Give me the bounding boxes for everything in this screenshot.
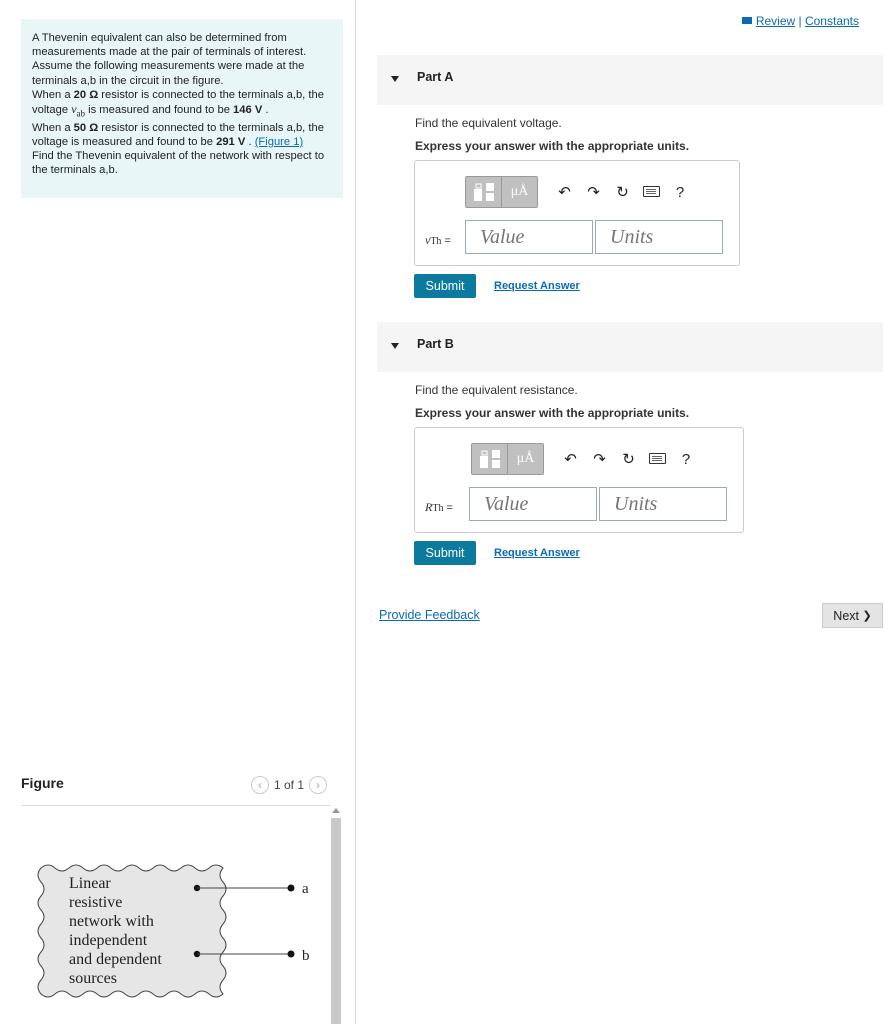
- right-panel: [356, 0, 892, 1024]
- header-links: Review | Constants: [742, 14, 859, 28]
- network-box: [38, 865, 226, 997]
- part-b-question: Find the equivalent resistance.: [415, 383, 578, 397]
- figure-scrollbar[interactable]: [329, 806, 342, 1024]
- scroll-up-arrow-icon[interactable]: [332, 808, 340, 813]
- scroll-thumb[interactable]: [331, 818, 341, 1024]
- figure-pager: [251, 776, 327, 794]
- book-icon: [742, 17, 752, 24]
- part-b-toolbar: [471, 442, 700, 476]
- part-b-request-answer-link[interactable]: Request Answer: [494, 547, 580, 559]
- part-a-toolbar: [465, 175, 694, 209]
- problem-statement: A Thevenin equivalent can also be determined from measurements made at the pair of terminals of interest. Assume the following measurements were made at the terminals a,b in the circuit in the figure. When a 20 Ω resistor is connected to the terminals a,b, the voltage $v_{ab}$ is measured and found to be 146 V . When a 50 Ω resistor is connected to the terminals a,b, the voltage is measured and found to be 291 V . (Figure 1) Find the Thevenin equivalent of the network with respect to the terminals a,b.: [21, 19, 343, 198]
- part-b-answer-box: [414, 427, 744, 533]
- terminal-b-dot: [288, 951, 295, 958]
- terminal-b-label: b: [302, 948, 310, 964]
- problem-intro: A Thevenin equivalent can also be determined from measurements made at the pair of terminals of interest. Assume the following measurements were made at the terminals a,b in the circuit in the figure.: [32, 32, 307, 87]
- provide-feedback-link[interactable]: Provide Feedback: [379, 608, 480, 622]
- voltage-value-2: 291 V: [216, 135, 246, 148]
- template-button-group: [471, 443, 544, 475]
- redo-icon[interactable]: ↷: [587, 184, 600, 201]
- collapse-triangle-icon[interactable]: [391, 76, 399, 82]
- units-button[interactable]: μÅ: [507, 444, 543, 474]
- terminal-a-label: a: [302, 881, 309, 897]
- resistor-value-2: 50 Ω: [73, 121, 99, 134]
- problem-task: Find the Thevenin equivalent of the network with respect to the terminals a,b.: [32, 150, 325, 177]
- help-icon[interactable]: ?: [681, 450, 691, 468]
- help-icon[interactable]: ?: [675, 183, 685, 201]
- resistor-value-1: 20 Ω: [73, 88, 99, 101]
- part-b-value-input[interactable]: [469, 487, 597, 521]
- part-b-variable-label: RTh =: [425, 500, 453, 514]
- part-b-header[interactable]: [377, 322, 883, 372]
- keyboard-icon[interactable]: [643, 451, 672, 468]
- templates-button[interactable]: [472, 444, 507, 474]
- part-b-submit-button[interactable]: Submit: [414, 541, 476, 565]
- redo-icon[interactable]: ↷: [593, 451, 606, 468]
- voltage-value-1: 146 V: [233, 104, 263, 117]
- part-a-units-input[interactable]: [595, 220, 723, 254]
- part-a-answer-box: [414, 160, 740, 266]
- next-button[interactable]: Next ❯: [822, 603, 883, 628]
- terminal-a-dot: [288, 885, 295, 892]
- chevron-right-icon: ❯: [862, 610, 872, 622]
- undo-icon[interactable]: ↶: [564, 451, 577, 468]
- prev-figure-button[interactable]: ‹: [251, 776, 269, 794]
- templates-icon: [479, 449, 501, 469]
- part-b-instruction: Express your answer with the appropriate units.: [415, 406, 690, 420]
- templates-icon: [473, 182, 495, 202]
- review-link[interactable]: Review: [755, 14, 796, 28]
- figure-divider: [21, 805, 331, 806]
- next-figure-button[interactable]: ›: [309, 776, 327, 794]
- undo-icon[interactable]: ↶: [558, 184, 571, 201]
- part-a-value-input[interactable]: [465, 220, 593, 254]
- part-b-title: Part B: [417, 337, 454, 351]
- templates-button[interactable]: [466, 177, 501, 207]
- part-a-title: Part A: [417, 70, 454, 84]
- figure-page-count: 1 of 1: [274, 778, 305, 792]
- part-a-question: Find the equivalent voltage.: [415, 116, 562, 130]
- circuit-figure: [35, 860, 315, 1000]
- collapse-triangle-icon[interactable]: [391, 343, 399, 349]
- constants-link[interactable]: Constants: [804, 14, 859, 28]
- part-a-request-answer-link[interactable]: Request Answer: [494, 280, 580, 292]
- reset-icon[interactable]: ↻: [616, 184, 629, 201]
- units-button[interactable]: μÅ: [501, 177, 537, 207]
- part-b-units-input[interactable]: [599, 487, 727, 521]
- part-a-submit-button[interactable]: Submit: [414, 274, 476, 298]
- part-a-variable-label: vTh =: [425, 233, 451, 247]
- figure-title: Figure: [21, 775, 64, 791]
- template-button-group: [465, 176, 538, 208]
- network-label: Linear resistive network with independent and dependent sources: [69, 875, 162, 987]
- figure-link[interactable]: (Figure 1): [254, 135, 304, 148]
- part-a-header[interactable]: [377, 55, 883, 105]
- left-panel: [0, 0, 356, 1024]
- keyboard-icon[interactable]: [637, 184, 666, 201]
- part-a-instruction: Express your answer with the appropriate units.: [415, 139, 690, 153]
- reset-icon[interactable]: ↻: [622, 451, 635, 468]
